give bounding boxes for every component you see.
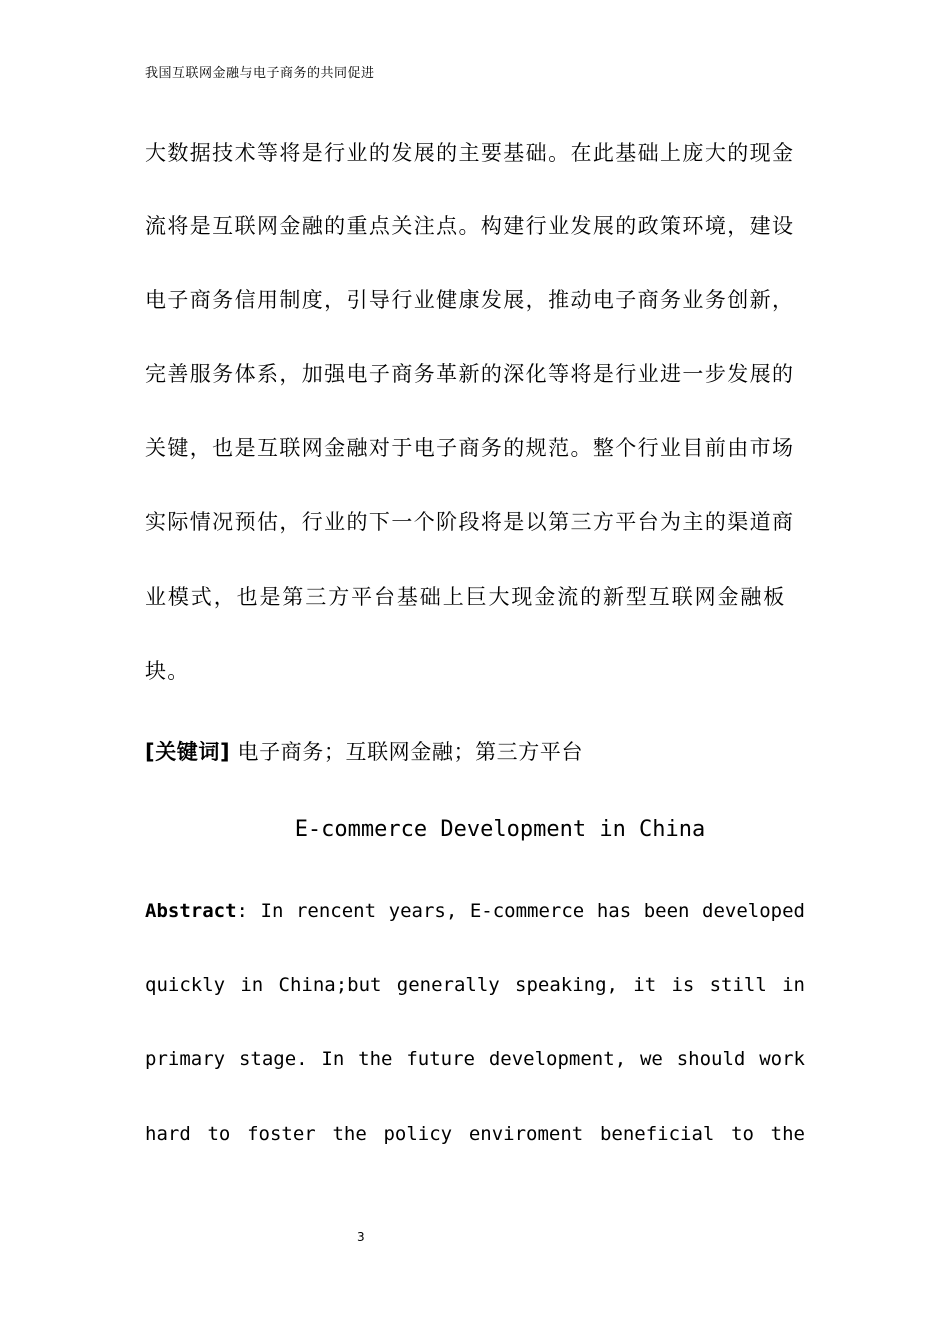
running-header: 我国互联网金融与电子商务的共同促进: [145, 66, 375, 81]
body-line: 大数据技术等将是行业的发展的主要基础。在此基础上庞大的现金: [145, 141, 793, 165]
page-number: 3: [357, 1230, 365, 1244]
keywords-text: 电子商务；互联网金融；第三方平台: [237, 740, 584, 764]
english-title: E-commerce Development in China: [294, 817, 706, 842]
keywords-line: [145, 738, 583, 766]
keywords-label: [关键词]: [145, 740, 231, 764]
abstract-line: hard to foster the policy enviroment beneficial to the: [145, 1123, 805, 1145]
body-line: 实际情况预估，行业的下一个阶段将是以第三方平台为主的渠道商: [145, 510, 793, 534]
abstract-line: quickly in China;but generally speaking, it is still in: [145, 974, 805, 996]
body-line: 业模式，也是第三方平台基础上巨大现金流的新型互联网金融板: [145, 585, 787, 609]
abstract-line: primary stage. In the future development, we should work: [145, 1048, 805, 1070]
body-line: 关键，也是互联网金融对于电子商务的规范。整个行业目前由市场: [145, 436, 793, 460]
body-line: 流将是互联网金融的重点关注点。构建行业发展的政策环境，建设: [145, 214, 793, 238]
abstract-label: Abstract: [145, 900, 237, 922]
abstract-text: : In rencent years, E-commerce has been developed: [236, 900, 805, 922]
body-line: 电子商务信用制度，引导行业健康发展，推动电子商务业务创新，: [145, 288, 793, 312]
body-line: 块。: [145, 659, 190, 683]
body-line: 完善服务体系，加强电子商务革新的深化等将是行业进一步发展的: [145, 362, 793, 386]
abstract-line: [145, 899, 805, 923]
